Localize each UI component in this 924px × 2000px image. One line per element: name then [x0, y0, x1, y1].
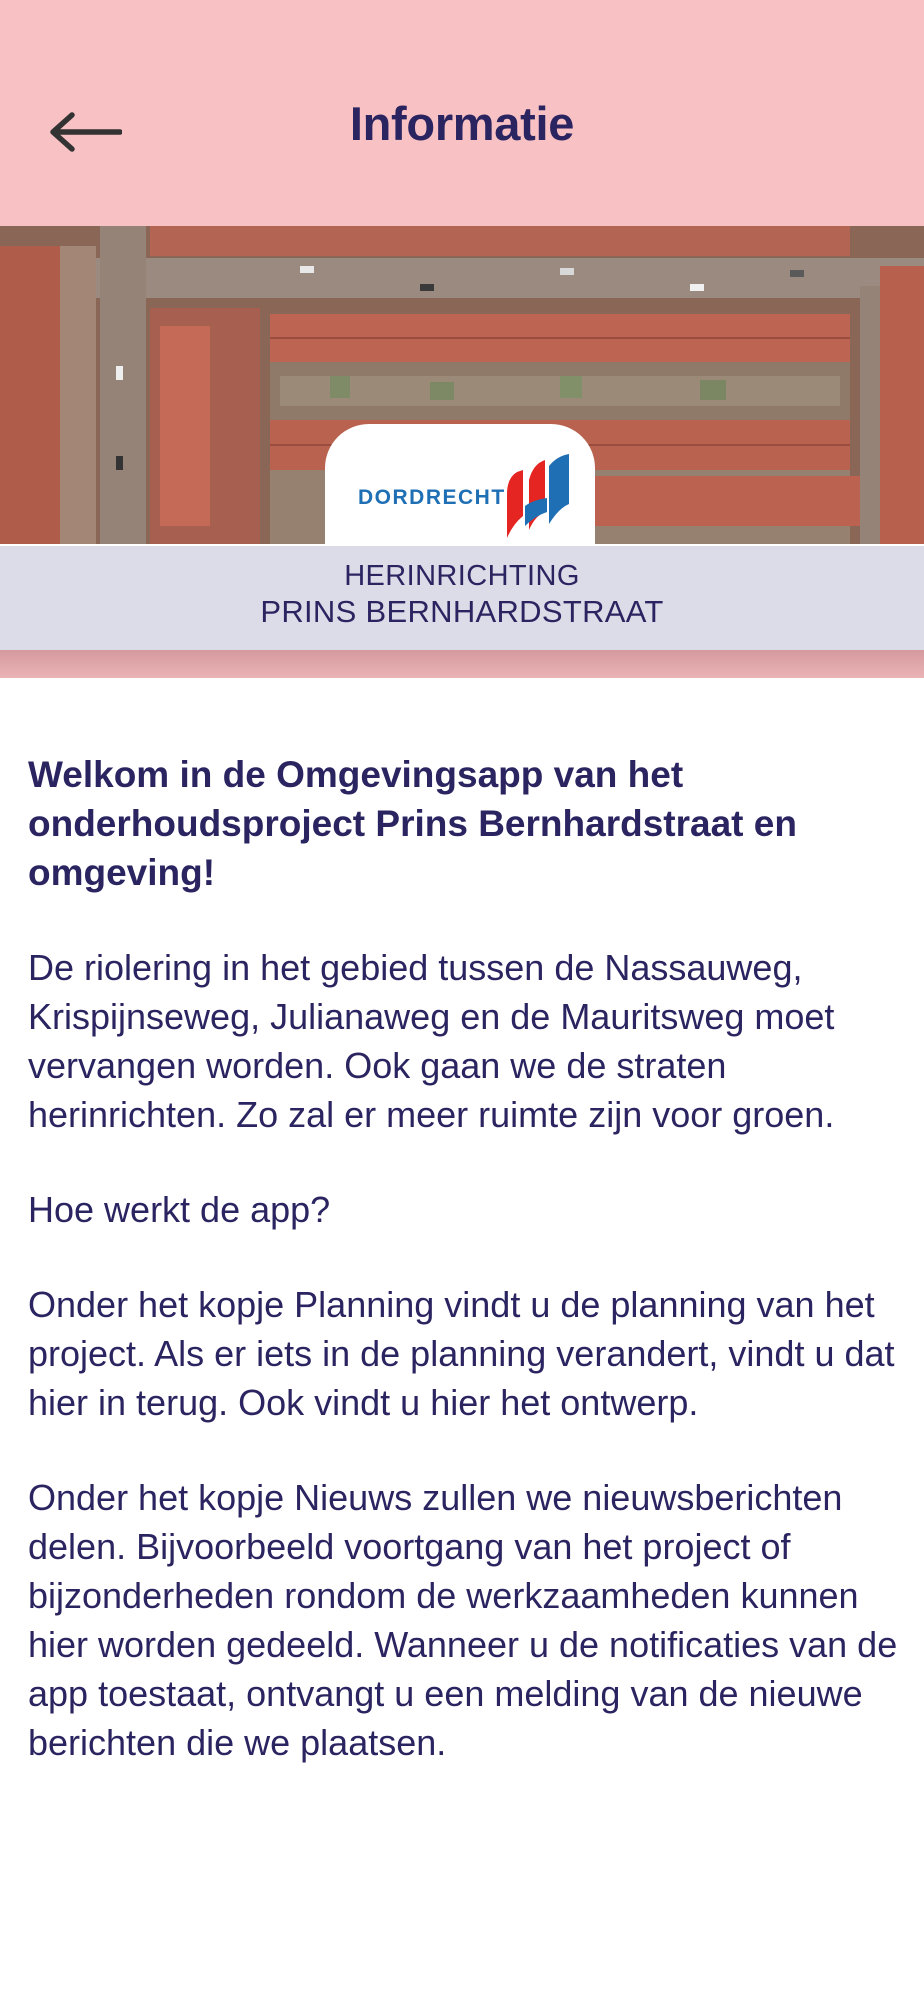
banner-divider: [0, 650, 924, 678]
logo-text: DORDRECHT: [358, 486, 506, 509]
how-it-works-heading: Hoe werkt de app?: [28, 1189, 331, 1230]
news-paragraph: Onder het kopje Nieuws zullen we nieuwsberichten delen. Bijvoorbeeld voortgang van het project of bijzonderheden rondom de werkzaamheden kunnen hier worden gedeeld. Wanneer u de notificaties van de app toestaat, ontvangt u een melding van de nieuwe berichten die we plaatsen.: [28, 1477, 898, 1763]
intro-paragraph: De riolering in het gebied tussen de Nassauweg, Krispijnseweg, Julianaweg en de Mauritsweg moet vervangen worden. Ook gaan we de straten herinrichten. Zo zal er meer ruimte zijn voor groen.: [28, 947, 835, 1135]
welcome-heading: Welkom in de Omgevingsapp van het onderhoudsproject Prins Bernhardstraat en omgeving!: [28, 754, 797, 893]
info-content: [28, 750, 908, 1813]
app-bar: [0, 0, 924, 226]
planning-paragraph: Onder het kopje Planning vindt u de planning van het project. Als er iets in de planning verandert, vindt u dat hier in terug. Ook vindt u hier het ontwerp.: [28, 1284, 895, 1423]
project-banner: [0, 546, 924, 650]
dordrecht-logo: [325, 424, 595, 548]
dordrecht-flag-icon: [503, 454, 573, 540]
page-title: Informatie: [349, 97, 575, 150]
banner-title: PRINS BERNHARDSTRAAT: [260, 594, 664, 629]
banner-subtitle: HERINRICHTING: [344, 560, 580, 592]
